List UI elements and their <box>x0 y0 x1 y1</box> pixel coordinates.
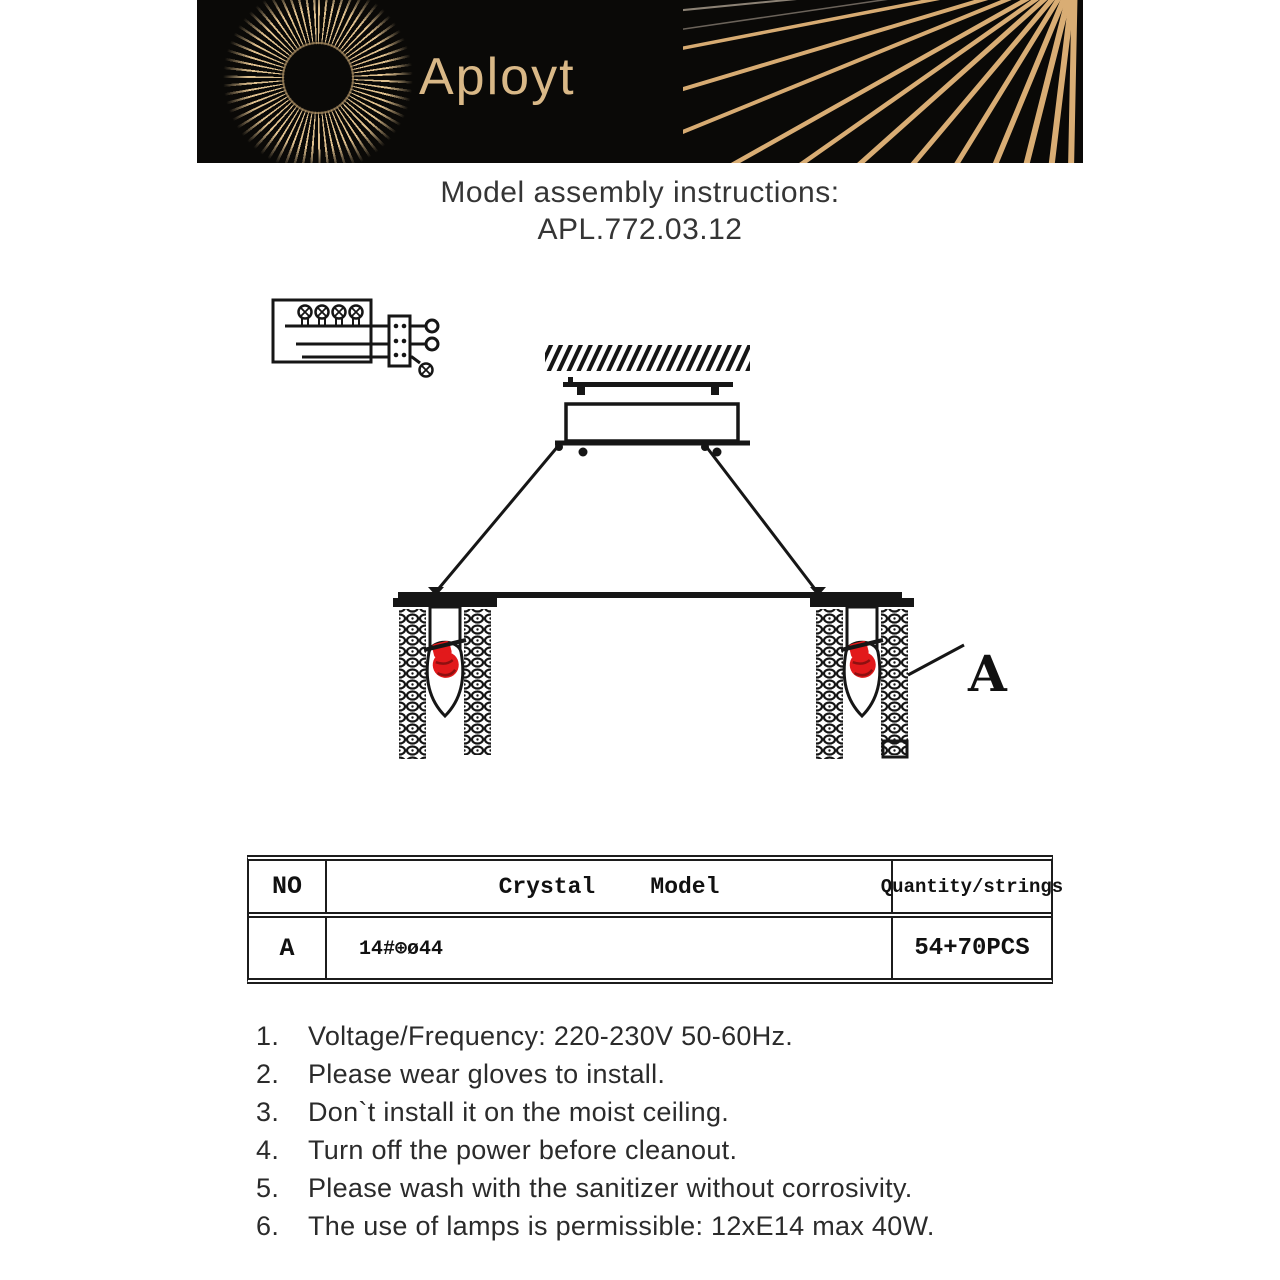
item-number: 1. <box>256 1021 280 1051</box>
item-number: 2. <box>256 1059 280 1089</box>
cell-qty: 54+70PCS <box>914 934 1030 962</box>
sunburst-ring-icon <box>282 42 354 114</box>
crystal-pendant-left <box>393 598 497 759</box>
wire-ring-icon <box>426 320 438 332</box>
wire-ring-icon <box>426 338 438 350</box>
cell-no: A <box>249 918 327 978</box>
list-item <box>256 1060 935 1089</box>
ceiling-hatch-icon <box>545 345 750 371</box>
item-text: Please wash with the sanitizer without corrosivity. <box>308 1173 913 1203</box>
item-text: The use of lamps is permissible: 12xE14 max 40W. <box>308 1211 935 1241</box>
header-model: Crystal Model <box>327 861 893 912</box>
suspension-cords <box>428 443 826 596</box>
leader-line <box>908 645 964 675</box>
brand-name: Aployt <box>419 48 576 106</box>
frame-bar <box>398 592 902 598</box>
instructions-list <box>256 1022 935 1241</box>
item-number: 5. <box>256 1173 280 1203</box>
list-item <box>256 1098 935 1127</box>
item-text: Please wear gloves to install. <box>308 1059 666 1089</box>
header-qty: Quantity/strings <box>880 875 1064 898</box>
item-number: 4. <box>256 1135 280 1165</box>
list-item <box>256 1174 935 1203</box>
list-item <box>256 1212 935 1241</box>
part-label-a: A <box>968 644 1007 703</box>
item-text: Don`t install it on the moist ceiling. <box>308 1097 730 1127</box>
terminal-block-icon <box>389 316 410 366</box>
model-number: APL.772.03.12 <box>537 213 743 246</box>
item-number: 3. <box>256 1097 280 1127</box>
item-number: 6. <box>256 1211 280 1241</box>
cell-model: 14#⊕ø44 <box>327 918 893 978</box>
terminal-screws-icon <box>299 306 363 327</box>
decorative-rays-icon <box>683 0 1083 163</box>
wiring-diagram <box>273 300 438 377</box>
list-item <box>256 1136 935 1165</box>
title-line-1: Model assembly instructions: <box>440 176 840 209</box>
page-title <box>0 174 1280 248</box>
table-row <box>249 918 1051 978</box>
header-no: NO <box>249 861 327 912</box>
brand-banner <box>197 0 1083 163</box>
mounting-bracket <box>563 377 733 395</box>
ground-screw-icon <box>420 364 433 377</box>
crystal-spec-table <box>247 855 1064 984</box>
crystal-pendant-right <box>810 598 914 759</box>
list-item <box>256 1022 935 1051</box>
item-text: Voltage/Frequency: 220-230V 50-60Hz. <box>308 1021 794 1051</box>
canopy <box>555 404 750 457</box>
assembly-diagram <box>250 283 1020 788</box>
item-text: Turn off the power before cleanout. <box>308 1135 738 1165</box>
table-header-row <box>249 861 1064 918</box>
